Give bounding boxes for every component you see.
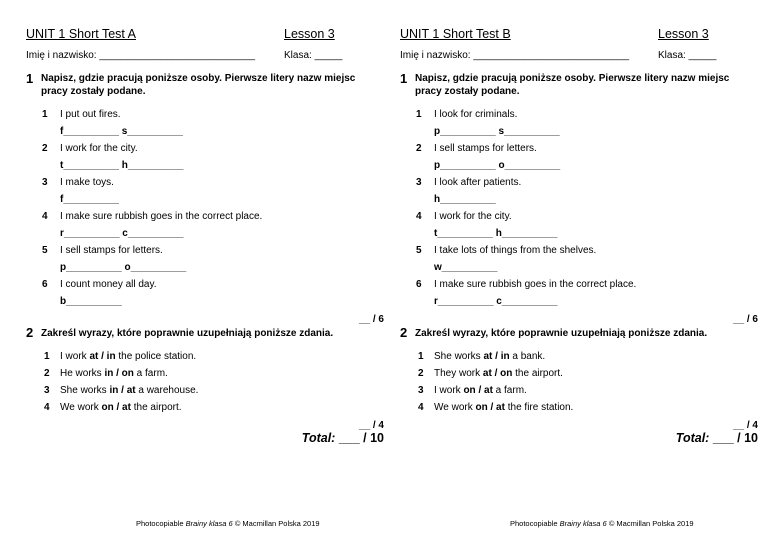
item-number: 3 <box>418 385 424 396</box>
item-text: I count money all day. <box>60 279 157 290</box>
item-number: 6 <box>42 279 48 290</box>
item-number: 4 <box>42 211 48 222</box>
answer-blank[interactable]: r__________ c__________ <box>434 296 558 307</box>
word-choice[interactable]: on / at <box>101 402 131 413</box>
answer-blank[interactable]: p__________ o__________ <box>60 262 187 273</box>
sentence-item: He works in / on a farm. <box>60 368 168 379</box>
item-text: I put out fires. <box>60 109 121 120</box>
student-name-field[interactable]: Imię i nazwisko: ____________________________ <box>26 50 256 61</box>
test-header <box>400 27 760 43</box>
item-text: I sell stamps for letters. <box>60 245 163 256</box>
item-text: I work for the city. <box>434 211 512 222</box>
item-number: 3 <box>416 177 422 188</box>
question-instruction: Napisz, gdzie pracują poniższe osoby. Pierwsze litery nazw miejsc pracy zostały podane. <box>415 73 730 97</box>
lesson-label: Lesson 3 <box>284 27 335 41</box>
item-text: I sell stamps for letters. <box>434 143 537 154</box>
item-number: 6 <box>416 279 422 290</box>
sentence-item: I work on / at a farm. <box>434 385 527 396</box>
item-number: 5 <box>416 245 422 256</box>
answer-blank[interactable]: t__________ h__________ <box>434 228 558 239</box>
answer-blank[interactable]: f__________ s__________ <box>60 126 183 137</box>
score-field[interactable]: __ / 4 <box>732 420 758 431</box>
question-number: 2 <box>400 325 408 340</box>
sentence-item: I work at / in the police station. <box>60 351 197 362</box>
lesson-label: Lesson 3 <box>658 27 709 41</box>
student-name-field[interactable]: Imię i nazwisko: ____________________________ <box>400 50 630 61</box>
copyright-footer: Photocopiable Brainy klasa 6 © Macmillan Polska 2019 <box>510 519 694 528</box>
test-title: UNIT 1 Short Test B <box>400 27 511 41</box>
answer-blank[interactable]: w__________ <box>434 262 498 273</box>
item-number: 1 <box>42 109 48 120</box>
item-number: 3 <box>44 385 50 396</box>
question-instruction: Zakreśl wyrazy, które poprawnie uzupełniają poniższe zdania. <box>41 328 334 339</box>
item-number: 2 <box>416 143 422 154</box>
word-choice[interactable]: at / in <box>89 351 116 362</box>
copyright-footer: Photocopiable Brainy klasa 6 © Macmillan Polska 2019 <box>136 519 320 528</box>
item-number: 3 <box>42 177 48 188</box>
item-number: 2 <box>42 143 48 154</box>
item-text: I work for the city. <box>60 143 138 154</box>
item-number: 4 <box>44 402 50 413</box>
item-text: I take lots of things from the shelves. <box>434 245 597 256</box>
item-number: 1 <box>416 109 422 120</box>
item-number: 4 <box>416 211 422 222</box>
class-field[interactable]: Klasa: _____ <box>284 50 343 61</box>
item-number: 2 <box>418 368 424 379</box>
test-b-sheet <box>400 0 760 543</box>
word-choice[interactable]: on / at <box>475 402 505 413</box>
word-choice[interactable]: in / at <box>109 385 136 396</box>
answer-blank[interactable]: r__________ c__________ <box>60 228 184 239</box>
item-text: I make sure rubbish goes in the correct place. <box>434 279 637 290</box>
answer-blank[interactable]: h__________ <box>434 194 496 205</box>
class-field[interactable]: Klasa: _____ <box>658 50 717 61</box>
item-number: 2 <box>44 368 50 379</box>
word-choice[interactable]: on / at <box>463 385 493 396</box>
sentence-item: She works at / in a bank. <box>434 351 546 362</box>
sentence-item: She works in / at a warehouse. <box>60 385 199 396</box>
answer-blank[interactable]: b__________ <box>60 296 122 307</box>
answer-blank[interactable]: f__________ <box>60 194 119 205</box>
sentence-item: They work at / on the airport. <box>434 368 563 379</box>
sentence-item: We work on / at the fire station. <box>434 402 574 413</box>
item-text: I make sure rubbish goes in the correct place. <box>60 211 263 222</box>
item-number: 1 <box>418 351 424 362</box>
word-choice[interactable]: at / on <box>482 368 513 379</box>
question-number: 1 <box>26 71 34 86</box>
total-score[interactable]: Total: ___ / 10 <box>675 431 758 445</box>
question-number: 1 <box>400 71 408 86</box>
question-instruction: Zakreśl wyrazy, które poprawnie uzupełniają poniższe zdania. <box>415 328 708 339</box>
score-field[interactable]: __ / 6 <box>358 314 384 325</box>
question-number: 2 <box>26 325 34 340</box>
answer-blank[interactable]: t__________ h__________ <box>60 160 184 171</box>
item-text: I make toys. <box>60 177 114 188</box>
test-title: UNIT 1 Short Test A <box>26 27 137 41</box>
answer-blank[interactable]: p__________ s__________ <box>434 126 560 137</box>
sentence-item: We work on / at the airport. <box>60 402 182 413</box>
word-choice[interactable]: in / on <box>104 368 134 379</box>
item-text: I look for criminals. <box>434 109 518 120</box>
item-text: I look after patients. <box>434 177 522 188</box>
total-score[interactable]: Total: ___ / 10 <box>301 431 384 445</box>
item-number: 1 <box>44 351 50 362</box>
question-instruction: Napisz, gdzie pracują poniższe osoby. Pierwsze litery nazw miejsc pracy zostały podane. <box>41 73 356 97</box>
word-choice[interactable]: at / in <box>483 351 510 362</box>
score-field[interactable]: __ / 4 <box>358 420 384 431</box>
item-number: 4 <box>418 402 424 413</box>
test-header <box>26 27 386 43</box>
test-a-sheet <box>26 0 386 543</box>
score-field[interactable]: __ / 6 <box>732 314 758 325</box>
answer-blank[interactable]: p__________ o__________ <box>434 160 561 171</box>
item-number: 5 <box>42 245 48 256</box>
